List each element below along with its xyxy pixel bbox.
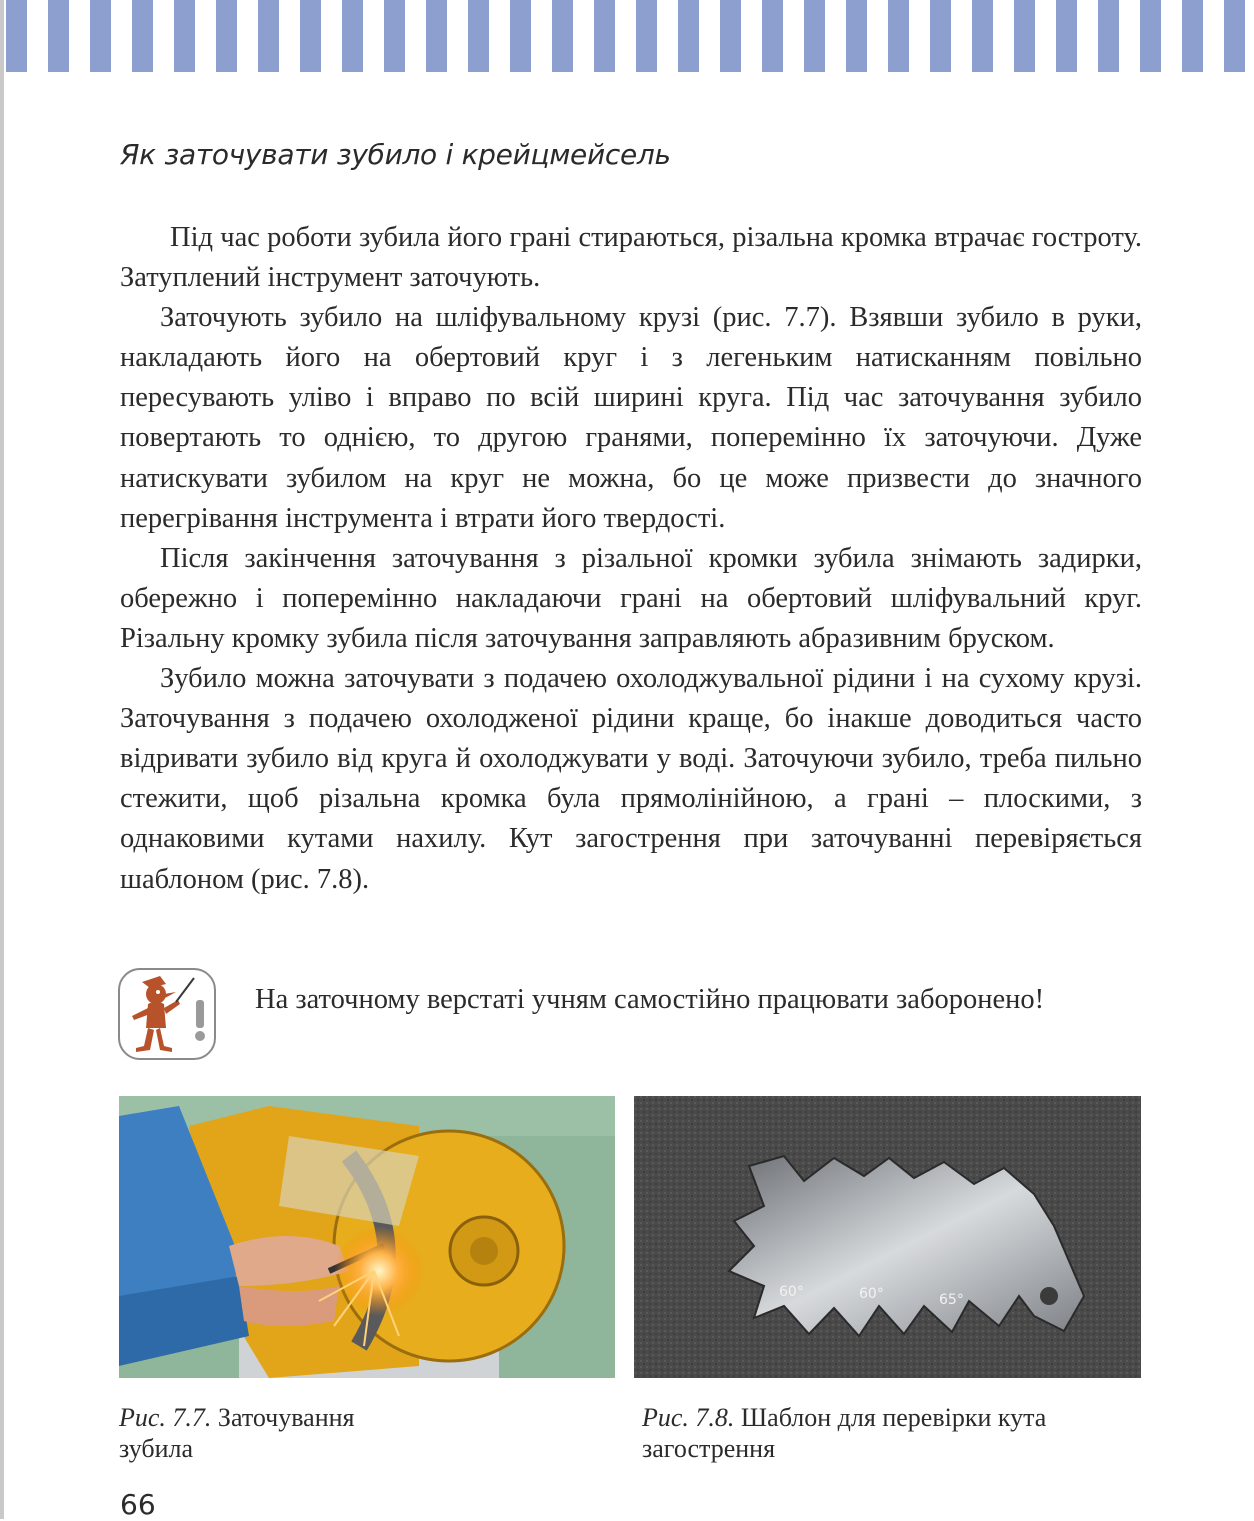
header-stripes: [6, 0, 1254, 72]
template-label-3: 65°: [939, 1292, 964, 1308]
figure-caption-text-7-8: Шаблон для перевірки кута загострення: [642, 1403, 1047, 1463]
figure-caption-7-7: [119, 1402, 419, 1464]
figure-ref-7-8: Рис. 7.8.: [642, 1403, 735, 1432]
figure-caption-7-8: [642, 1402, 1122, 1464]
warning-text: На заточному верстаті учням самостійно працювати заборонено!: [255, 984, 1045, 1015]
paragraph-1: Під час роботи зубила його грані стираються, різальна кромка втрачає гостроту. Затуплений інструмент заточують.: [120, 222, 1142, 294]
page-edge: [0, 0, 4, 1519]
paragraph-3: Після закінчення заточування з різальної кромки зубила знімають задирки, обережно і поперемінно накладаючи грані на обертовий шліфувальний круг. Різальну кромку зубила після заточування заправляють абразивним бруском.: [120, 542, 1142, 654]
body-text: [120, 218, 1142, 900]
template-label-1: 60°: [779, 1284, 804, 1300]
template-label-2: 60°: [859, 1286, 884, 1302]
paragraph-4: Зубило можна заточувати з подачею охолоджувальної рідини і на сухому крузі. Заточування з подачею охолодженої рідини краще, бо інакше доводиться часто відривати зубило від круга й охолоджувати у воді. Заточуючи зубило, треба пильно стежити, щоб різальна кромка була прямолінійною, а грані – плоскими, з однаковими кутами нахилу. Кут загострення при заточуванні перевіряється шаблоном (рис. 7.8).: [120, 663, 1142, 895]
section-heading: Як заточувати зубило і крейцмейсель: [120, 138, 671, 171]
grinding-machine-photo: [119, 1096, 615, 1378]
warning-figure-graphic: [120, 970, 214, 1058]
figure-caption-text-7-7: Заточування зубила: [119, 1403, 355, 1463]
page-number: 66: [120, 1488, 156, 1521]
warning-figure-icon: [118, 968, 216, 1060]
paragraph-2: Заточують зубило на шліфувальному крузі (рис. 7.7). Взявши зубило в руки, накладають його на обертовий круг і з легеньким натисканням повільно пересувають уліво і вправо по всій ширині круга. Під час заточування зубило повертають то однією, то другою гранями, поперемінно їх заточуючи. Дуже натискувати зубилом на круг не можна, бо це може призвести до значного перегрівання інструмента і втрати його твердості.: [120, 302, 1142, 534]
angle-template-photo: [634, 1096, 1141, 1378]
figure-ref-7-7: Рис. 7.7.: [119, 1403, 212, 1432]
